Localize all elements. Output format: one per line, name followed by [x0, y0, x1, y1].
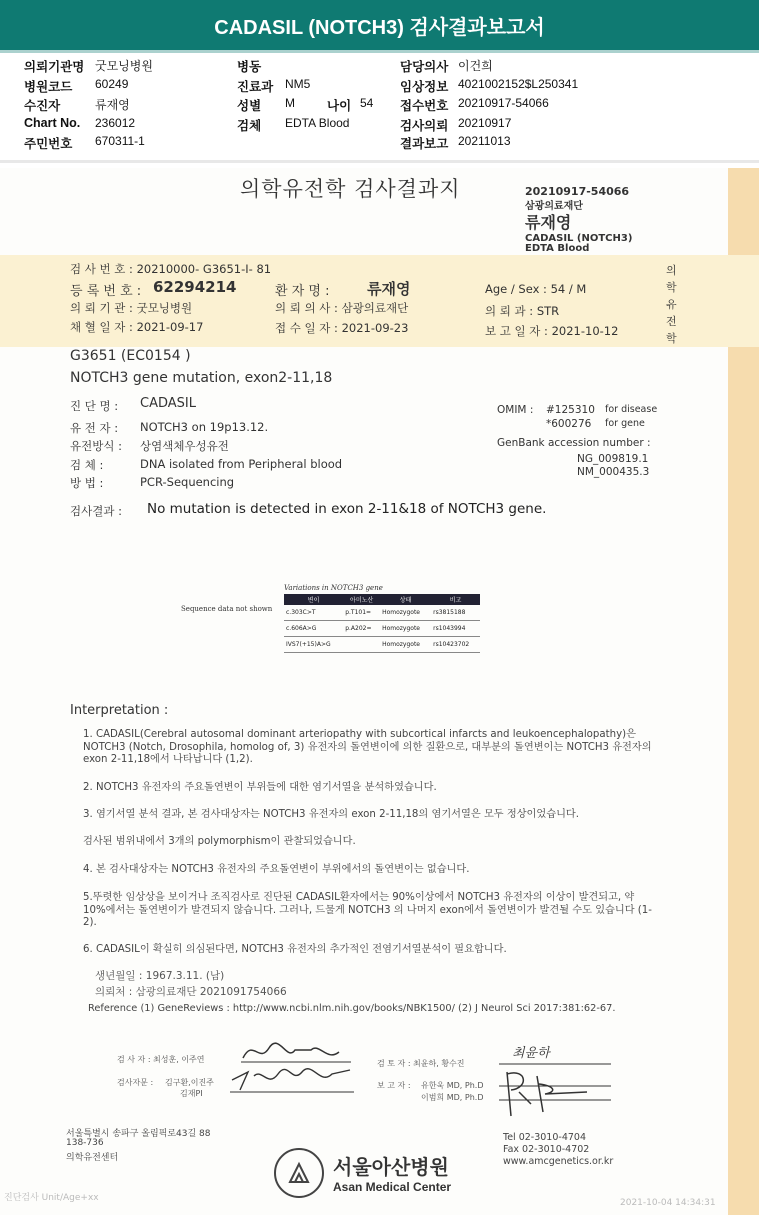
side-char: 학	[666, 281, 677, 294]
request-doctor: 의 뢰 의 사 : 삼광의료재단	[275, 301, 409, 315]
info-value: 류재영	[95, 98, 130, 112]
variant-table	[284, 594, 480, 653]
hospital-name-en: Asan Medical Center	[333, 1180, 452, 1194]
info-label: 담당의사	[400, 60, 449, 74]
diag-value: PCR-Sequencing	[140, 475, 235, 489]
advisor-label: 검사자문 :	[117, 1078, 154, 1087]
diag-label: 유 전 자 :	[70, 421, 119, 435]
info-label: 병원코드	[24, 80, 73, 94]
diag-value: CADASIL	[140, 396, 196, 411]
info-label: 성별	[237, 99, 262, 113]
reference: Reference (1) GeneReviews : http://www.ncbi.nlm.nih.gov/books/NBK1500/ (2) J Neurol Sci 2017:381:62-67.	[88, 1003, 616, 1014]
sticker-number: 20210917-54066	[525, 185, 630, 198]
table-cell: Homozygote	[380, 621, 431, 637]
info-label: 검사의뢰	[400, 119, 449, 133]
reporter-signature	[497, 1064, 613, 1120]
info-label: 접수번호	[400, 99, 449, 113]
info-label: 진료과	[237, 80, 274, 94]
report-title-bar	[0, 0, 759, 50]
interpretation-item: 3. 염기서열 분석 결과, 본 검사대상자는 NOTCH3 유전자의 exon 2-11,18의 염기서열은 모두 정상이었습니다.	[83, 809, 579, 820]
tester: 검 사 자 : 최성훈, 이주연	[117, 1055, 205, 1064]
result-label: 검사결과 :	[70, 504, 122, 518]
patient-name: 류재영	[367, 280, 411, 298]
info-value: 이건희	[458, 59, 493, 73]
diag-label: 진 단 명 :	[70, 399, 119, 413]
genbank-label: GenBank accession number :	[497, 437, 651, 449]
advisor-names: 김구환,이진주	[165, 1078, 214, 1087]
result-text: No mutation is detected in exon 2-11&18 of NOTCH3 gene.	[147, 501, 547, 517]
side-char: 유	[666, 298, 677, 311]
omim-gene-note: for gene	[605, 418, 645, 429]
table-cell: IVS7(+15)A>G	[284, 637, 343, 653]
collection-date: 채 혈 일 자 : 2021-09-17	[70, 320, 204, 334]
address-line: 서울특별시 송파구 올림픽로43길 88	[66, 1129, 211, 1139]
info-value: 60249	[95, 77, 129, 91]
interpretation-item: 4. 본 검사대상자는 NOTCH3 유전자의 주요돌연변이 부위에서의 돌연변이는 없습니다.	[83, 864, 470, 875]
sticker-test: CADASIL (NOTCH3)	[525, 233, 633, 244]
sequence-note: Sequence data not shown	[181, 605, 273, 613]
info-label: 수진자	[24, 99, 61, 113]
info-value: 54	[360, 96, 374, 110]
side-char: 학	[666, 332, 677, 345]
reviewer: 검 토 자 : 최윤하, 황수진	[377, 1059, 465, 1068]
exam-number: 검 사 번 호 : 20210000- G3651-I- 81	[70, 262, 272, 276]
info-value: 굿모닝병원	[95, 59, 153, 73]
asan-foundation-icon	[274, 1148, 324, 1198]
info-value: M	[285, 96, 295, 110]
interpretation-item: 1. CADASIL(Cerebral autosomal dominant arteriopathy with subcortical infarcts and leukoencephalopathy)은 NOTCH3 (Notch, Drosophila, homolog of, 3) 유전자의 돌연변이에 의한 질환으로, 대부분의 돌연변이는 NOTCH3 유전자의 exon 2-11,18에서 나타납니다 (1,2).	[83, 729, 652, 765]
table-cell: Homozygote	[380, 605, 431, 621]
info-label: 검체	[237, 119, 262, 133]
section-divider	[0, 160, 759, 163]
info-value: 670311-1	[95, 134, 145, 148]
omim-disease-id: #125310	[546, 404, 595, 416]
diag-label: 방 법 :	[70, 476, 104, 490]
table-cell: p.A202=	[343, 621, 380, 637]
table-cell: c.303C>T	[284, 605, 343, 621]
table-cell: Homozygote	[380, 637, 431, 653]
title-divider	[0, 50, 759, 53]
reporter-label: 보 고 자 :	[377, 1081, 411, 1090]
info-value: 20210917-54066	[458, 96, 549, 110]
request-dept: 의 뢰 과 : STR	[485, 304, 560, 318]
info-value: NM5	[285, 77, 311, 91]
report-date: 보 고 일 자 : 2021-10-12	[485, 324, 619, 338]
reporter-names-2: 이범희 MD, Ph.D	[421, 1093, 484, 1102]
document-title: 의학유전학 검사결과지	[240, 177, 461, 201]
address-line: 의학유전센터	[66, 1153, 119, 1163]
diag-value: 상염색체우성유전	[140, 439, 229, 453]
diag-value: DNA isolated from Peripheral blood	[140, 457, 343, 471]
advisor-signature	[228, 1062, 358, 1094]
info-value: 20211013	[458, 134, 511, 148]
hospital-name-ko: 서울아산병원	[333, 1155, 449, 1179]
omim-gene-id: *600276	[546, 418, 592, 430]
advisor-names-2: 김재PI	[180, 1089, 203, 1098]
info-label: 결과보고	[400, 137, 449, 151]
reg-label: 등 록 번 호 :	[70, 284, 142, 299]
receipt-date: 접 수 일 자 : 2021-09-23	[275, 321, 409, 335]
table-row	[284, 621, 480, 637]
interpretation-title: Interpretation :	[70, 703, 169, 718]
report-title: CADASIL (NOTCH3) 검사결과보고서	[214, 16, 545, 39]
diag-value: NOTCH3 on 19p13.12.	[140, 420, 269, 434]
contact-web: www.amcgenetics.or.kr	[503, 1156, 614, 1167]
reviewer-signature: 최윤하	[512, 1046, 550, 1061]
column-header: 아미노산	[343, 594, 380, 605]
sticker-name: 류재영	[525, 213, 572, 232]
age-sex: Age / Sex : 54 / M	[485, 282, 587, 296]
reporter-names: 유한욱 MD, Ph.D	[421, 1081, 484, 1090]
info-value: EDTA Blood	[285, 116, 350, 130]
sticker-specimen: EDTA Blood	[525, 243, 590, 254]
info-value: 4021002152$L250341	[458, 77, 579, 91]
side-char: 의	[666, 264, 677, 277]
column-header: 비고	[431, 594, 480, 605]
request-org: 의 뢰 기 관 : 굿모닝병원	[70, 301, 193, 315]
contact-tel: Tel 02-3010-4704	[503, 1132, 586, 1143]
info-value: 20210917	[458, 116, 512, 130]
footer-left: 진단검사 Unit/Age+xx	[4, 1193, 99, 1203]
birth-date: 생년월일 : 1967.3.11. (남)	[95, 970, 225, 982]
table-cell: rs1043994	[431, 621, 480, 637]
column-header: 변이	[284, 594, 343, 605]
diag-label: 유전방식 :	[70, 439, 122, 453]
info-label: 나이	[327, 99, 352, 113]
info-label: 의뢰기관명	[24, 60, 85, 74]
info-label: 임상정보	[400, 80, 449, 94]
table-cell	[343, 637, 380, 653]
footer-timestamp: 2021-10-04 14:34:31	[620, 1198, 716, 1208]
sticker-org: 삼광의료재단	[525, 201, 583, 212]
interpretation-item: 5.뚜렷한 임상상을 보이거나 조직검사로 진단된 CADASIL환자에서는 90%이상에서 NOTCH3 유전자의 이상이 발견되고, 약 10%에서는 돌연변이가 발견되지 않습니다. 그러나, 드물게 NOTCH3 의 나머지 exon에서 돌연변이가 발견될 수도 있습니다 (1-2).	[83, 892, 652, 928]
table-cell: rs3815188	[431, 605, 480, 621]
table-cell: c.606A>G	[284, 621, 343, 637]
table-cell: rs10423702	[431, 637, 480, 653]
omim-disease-note: for disease	[605, 404, 658, 415]
table-cell: p.T101=	[343, 605, 380, 621]
omim-label: OMIM :	[497, 404, 534, 416]
interpretation-item: 2. NOTCH3 유전자의 주요돌연변이 부위들에 대한 염기서열을 분석하였습니다.	[83, 782, 437, 793]
address-line: 138-736	[66, 1138, 104, 1148]
gene-test-title: NOTCH3 gene mutation, exon2-11,18	[70, 370, 333, 386]
test-code: G3651 (EC0154 )	[70, 348, 191, 364]
diag-label: 검 체 :	[70, 458, 104, 472]
requester: 의뢰처 : 삼광의료재단 2021091754066	[95, 986, 287, 998]
table-row	[284, 605, 480, 621]
variant-table-block	[284, 584, 480, 653]
column-header: 상태	[380, 594, 431, 605]
interpretation-item: 6. CADASIL이 확실히 의심된다면, NOTCH3 유전자의 추가적인 전염기서열분석이 필요합니다.	[83, 944, 507, 955]
interpretation-item: 검사된 범위내에서 3개의 polymorphism이 관찰되었습니다.	[83, 836, 356, 847]
info-value: 236012	[95, 116, 136, 130]
variant-table-caption: Variations in NOTCH3 gene	[284, 584, 383, 592]
patient-label: 환 자 명 :	[275, 284, 330, 299]
genbank-acc: NG_009819.1	[577, 453, 649, 465]
info-label: 병동	[237, 60, 262, 74]
info-label: Chart No.	[24, 116, 81, 130]
reg-number: 62294214	[153, 278, 237, 296]
table-row	[284, 637, 480, 653]
side-char: 전	[666, 315, 677, 328]
contact-fax: Fax 02-3010-4702	[503, 1144, 590, 1155]
genbank-acc: NM_000435.3	[577, 466, 650, 478]
info-label: 주민번호	[24, 137, 73, 151]
